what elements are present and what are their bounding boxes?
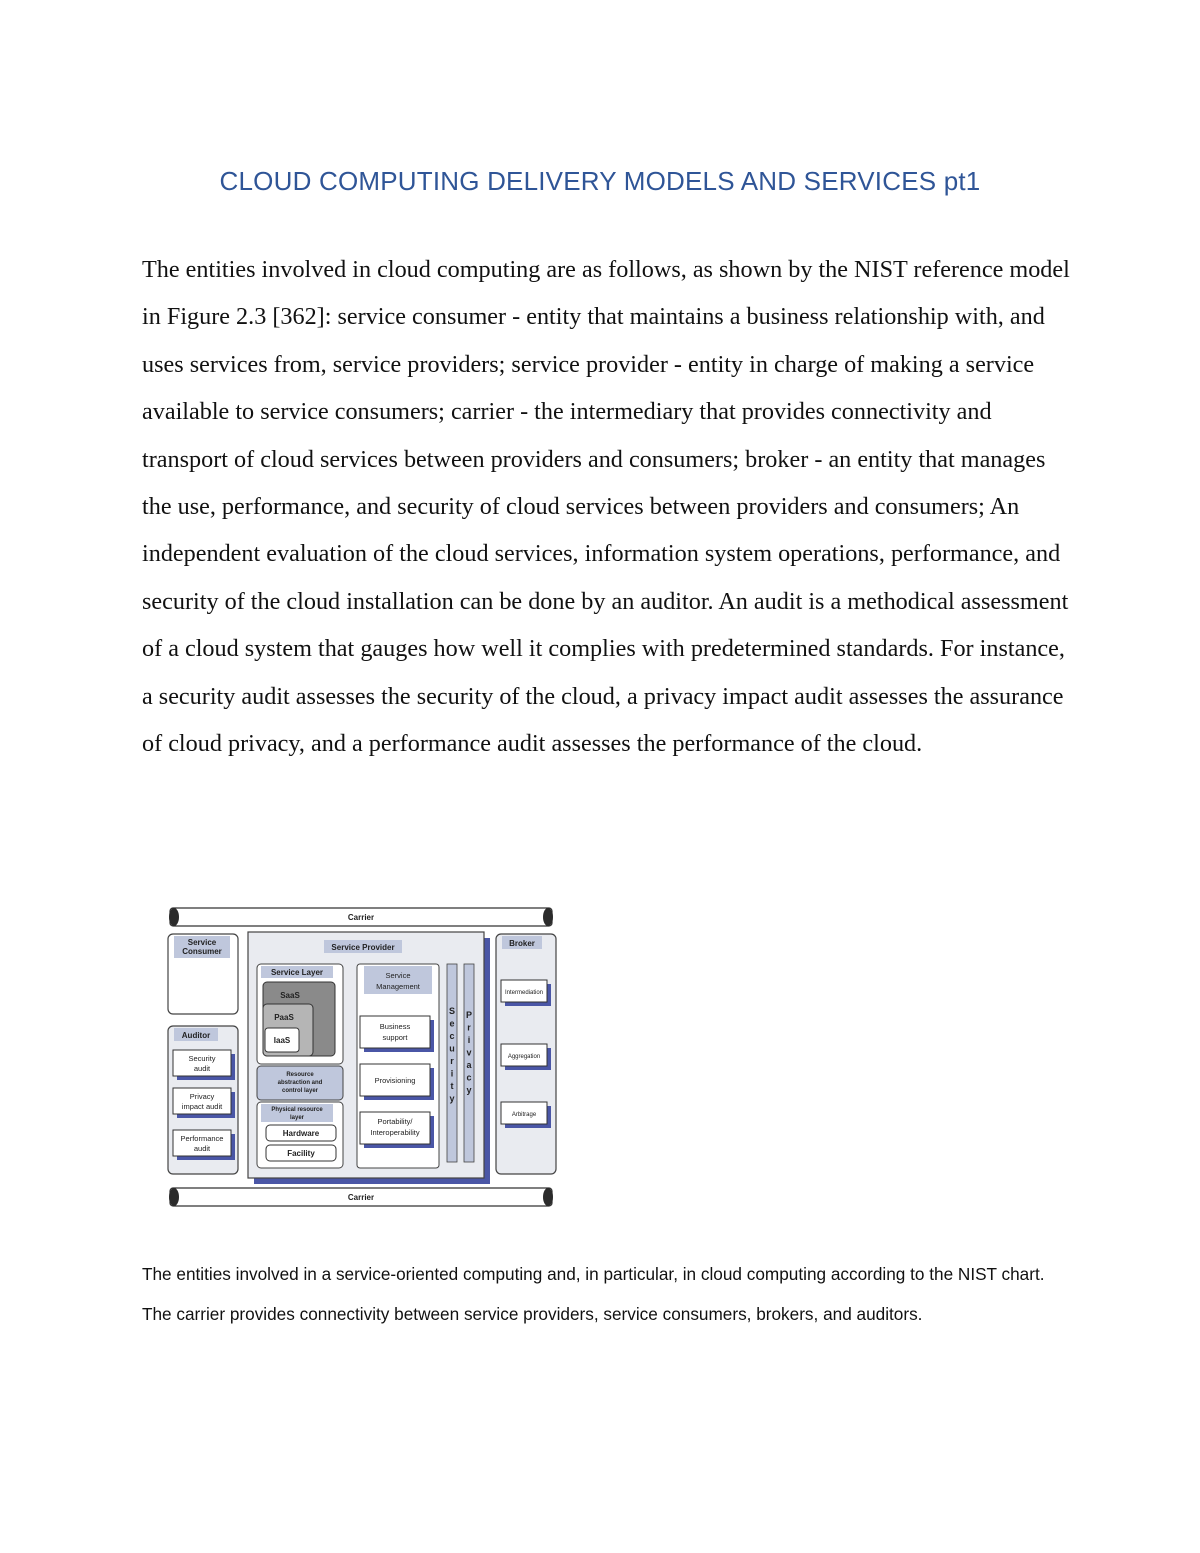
nist-diagram [162,902,562,1212]
aggregation-label: Aggregation [507,1054,541,1060]
privacy-label: P r i v a c y [465,1010,473,1095]
resource-layer-label-3: control layer [281,1088,319,1094]
portability-label-1: Portability/ [377,1117,413,1126]
service-management-label-2: Management [376,982,420,991]
service-layer-title: Service Layer [270,968,324,977]
figure-caption: The entities involved in a service-oriented computing and, in particular, in cloud computing according to the NIST chart. The carrier provides connectivity between service providers, service consumers, brokers, and auditors. [142,1264,1045,1324]
page-title: CLOUD COMPUTING DELIVERY MODELS AND SERVICES pt1 [219,166,981,196]
body-paragraph: The entities involved in cloud computing are as follows, as shown by the NIST reference model in Figure 2.3 [362]: service consumer - entity that maintains a business relationship with, and uses services from, service providers; service provider - entity in charge of making a service available to service consumers; carrier - the intermediary that provides connectivity and transport of cloud services between providers and consumers; broker - an entity that manages the use, performance, and security of cloud services between providers and consumers; An independent evaluation of the cloud services, information system operations, performance, and security of the cloud installation can be done by an auditor. An audit is a methodical assessment of a cloud system that gauges how well it complies with predetermined standards. For instance, a security audit assesses the security of the cloud, a privacy impact audit assesses the assurance of cloud privacy, and a performance audit assesses the performance of the cloud. [142,256,1070,758]
intermediation-label: Intermediation [504,990,544,996]
performance-audit-label-1: Performance [180,1134,224,1143]
service-consumer-label-1: Service [187,938,217,947]
carrier-bottom [169,1188,553,1206]
security-audit-label-1: Security [188,1054,216,1063]
privacy-audit-label-1: Privacy [189,1092,215,1101]
service-provider-title: Service Provider [331,943,395,952]
physical-layer-label-2: layer [289,1115,305,1121]
carrier-bottom-label: Carrier [347,1193,375,1202]
service-management-label-1: Service [385,971,411,980]
broker-box [496,934,556,1174]
physical-layer-label-1: Physical resource [271,1107,323,1113]
carrier-top [169,908,553,926]
paas-label: PaaS [274,1013,294,1022]
broker-title: Broker [509,939,535,948]
security-audit-label-2: audit [193,1064,211,1073]
resource-layer-label-2: abstraction and [277,1080,323,1086]
performance-audit-label-2: audit [193,1144,211,1153]
service-provider-box [248,932,490,1184]
nist-reference-model-figure [162,902,562,1212]
privacy-audit-label-2: impact audit [181,1102,223,1111]
security-label: S e c u r i t y [448,1006,456,1104]
facility-label: Facility [287,1149,315,1158]
hardware-label: Hardware [282,1129,320,1138]
service-consumer-box [168,934,238,1014]
service-consumer-label-2: Consumer [182,947,222,956]
saas-label: SaaS [280,991,300,1000]
provisioning-label: Provisioning [374,1076,416,1085]
iaas-label: IaaS [273,1036,291,1045]
auditor-box [168,1026,238,1174]
business-support-label-1: Business [379,1022,411,1031]
business-support-label-2: support [382,1033,408,1042]
arbitrage-label: Arbitrage [511,1112,537,1118]
carrier-top-label: Carrier [347,913,375,922]
auditor-title: Auditor [181,1031,211,1040]
portability-label-2: Interoperability [370,1128,420,1137]
resource-layer-label-1: Resource [286,1072,314,1078]
